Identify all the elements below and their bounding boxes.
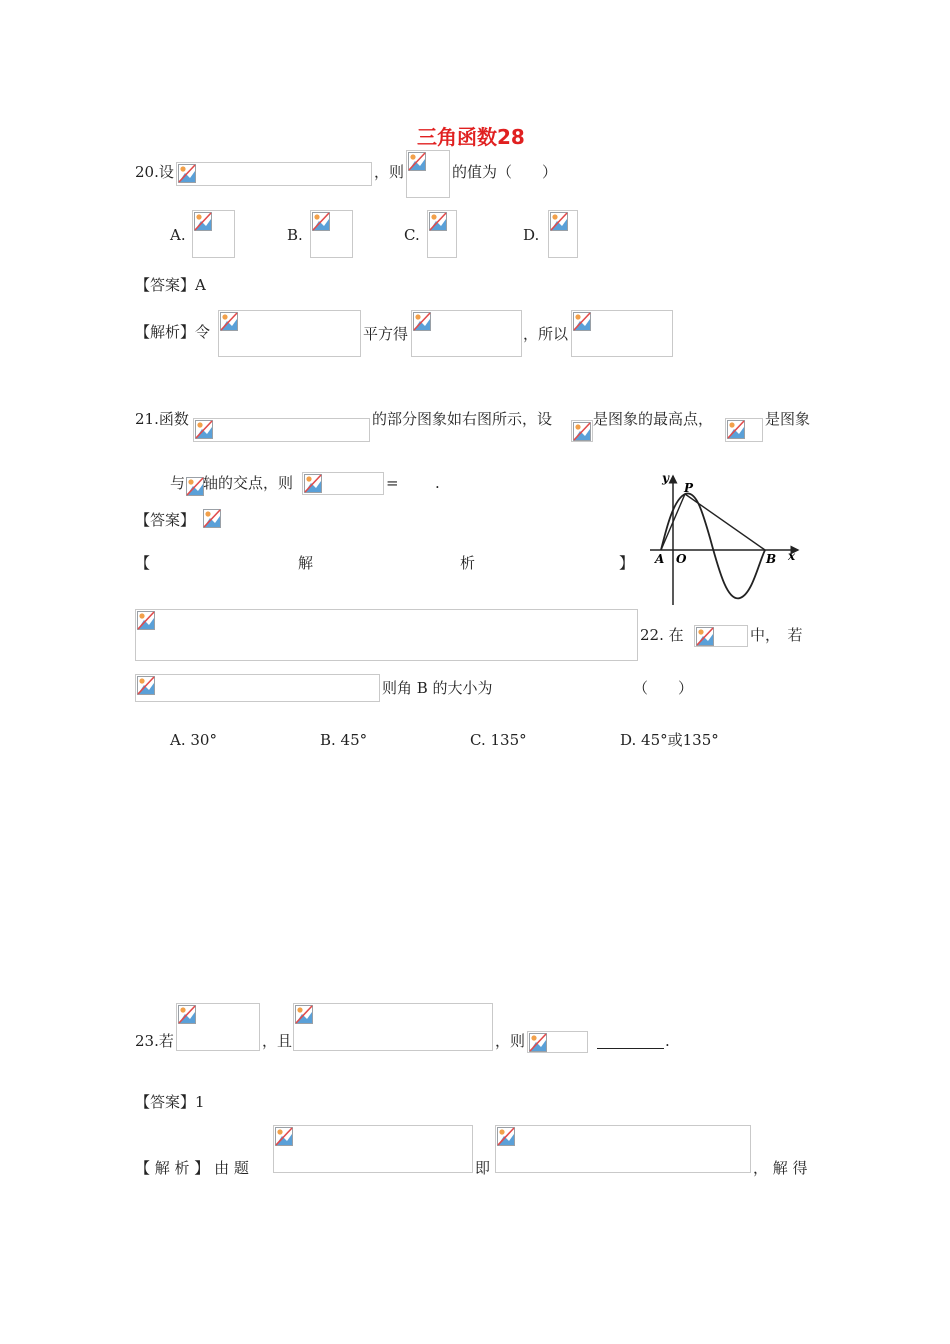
answer-blank[interactable] (597, 1048, 664, 1049)
formula-image (273, 1125, 473, 1173)
broken-image-icon (178, 164, 196, 183)
broken-image-icon (186, 477, 204, 496)
formula-image (571, 420, 593, 442)
q23-and: ，且 (262, 1032, 293, 1050)
broken-image-icon (727, 420, 745, 439)
q21-dot: . (435, 474, 440, 492)
broken-image-icon (195, 420, 213, 439)
q23-prefix: 23.若 (135, 1032, 174, 1050)
q20-square: 平方得 (363, 325, 409, 343)
broken-image-icon (550, 212, 568, 231)
formula-image (411, 310, 522, 357)
q22-option-c: C. 135° (470, 731, 527, 749)
q20-so: ，所以 (523, 325, 569, 343)
formula-image (218, 310, 361, 357)
o-label: O (676, 552, 687, 566)
q20-answer: 【答案】A (135, 276, 206, 294)
q22-prefix: 22. 在 (640, 626, 684, 644)
q23-answer: 【答案】1 (135, 1093, 205, 1111)
formula-image (571, 310, 673, 357)
q23-ie: 即 (475, 1159, 491, 1177)
p-label: P (684, 481, 694, 495)
formula-image (135, 609, 638, 661)
q22-angle: 则角 B 的大小为 (382, 679, 493, 697)
q22-option-d: D. 45°或135° (620, 731, 719, 749)
formula-image (135, 674, 380, 702)
q21-is-graph: 是图象 (765, 410, 811, 428)
option-c: C. (404, 226, 420, 244)
q21-analysis-close: 】 (619, 554, 635, 572)
formula-image (293, 1003, 493, 1051)
formula-image (176, 1003, 260, 1051)
broken-image-icon (203, 509, 221, 528)
formula-image (302, 472, 384, 495)
sine-curve (661, 493, 765, 598)
formula-image (427, 210, 457, 258)
broken-image-icon (413, 312, 431, 331)
q23-solve: ， 解 得 (753, 1159, 808, 1177)
formula-image (527, 1031, 588, 1053)
q21-analysis-open: 【 (135, 554, 151, 572)
broken-image-icon (137, 676, 155, 695)
broken-image-icon (429, 212, 447, 231)
q23-analysis-label: 【 解 析 】 由 题 (135, 1159, 249, 1177)
q21-part-graph: 的部分图象如右图所示，设 (372, 410, 553, 428)
broken-image-icon (137, 611, 155, 630)
q20-prefix: 20.设 (135, 163, 174, 181)
option-a: A. (170, 226, 186, 244)
a-label: A (655, 552, 665, 566)
broken-image-icon (220, 312, 238, 331)
segment-pb (685, 494, 765, 550)
b-label: B (766, 552, 777, 566)
broken-image-icon (573, 422, 591, 441)
q20-value-is: 的值为（ ） (452, 163, 558, 181)
q21-highest: 是图象的最高点， (593, 410, 714, 428)
broken-image-icon (573, 312, 591, 331)
q22-option-b: B. 45° (320, 731, 368, 749)
function-graph (640, 470, 810, 610)
q22-paren: （ ） (633, 679, 694, 697)
broken-image-icon (275, 1127, 293, 1146)
broken-image-icon (304, 474, 322, 493)
formula-image (185, 476, 203, 496)
formula-image (694, 625, 748, 647)
broken-image-icon (312, 212, 330, 231)
q21-with: 与 (170, 474, 186, 492)
q22-middle: 中， 若 (750, 626, 803, 644)
broken-image-icon (194, 212, 212, 231)
formula-image (725, 418, 763, 442)
q23-end: . (665, 1032, 670, 1050)
formula-image (406, 150, 450, 198)
q21-answer: 【答案】 (135, 511, 196, 529)
formula-image (193, 418, 370, 442)
broken-image-icon (497, 1127, 515, 1146)
q20-analysis-label: 【解析】令 (135, 323, 211, 341)
q21-analysis-xi: 析 (460, 554, 476, 572)
q22-option-a: A. 30° (170, 731, 217, 749)
q20-then: ，则 (374, 163, 405, 181)
broken-image-icon (529, 1033, 547, 1052)
formula-image (495, 1125, 751, 1173)
q21-equals: = (386, 474, 399, 492)
broken-image-icon (178, 1005, 196, 1024)
q23-then: ，则 (495, 1032, 526, 1050)
option-d: D. (523, 226, 540, 244)
broken-image-icon (408, 152, 426, 171)
formula-image (176, 162, 372, 186)
formula-image (310, 210, 353, 258)
broken-image-icon (295, 1005, 313, 1024)
formula-image (548, 210, 578, 258)
y-label: y (662, 471, 669, 485)
formula-image (192, 210, 235, 258)
option-b: B. (287, 226, 303, 244)
q21-analysis-jie: 解 (298, 554, 314, 572)
broken-image-icon (696, 627, 714, 646)
x-label: x (788, 549, 796, 563)
q21-prefix: 21.函数 (135, 410, 189, 428)
page-title: 三角函数28 (417, 125, 525, 149)
formula-image (202, 508, 219, 530)
q21-axis: 轴的交点，则 (203, 474, 294, 492)
